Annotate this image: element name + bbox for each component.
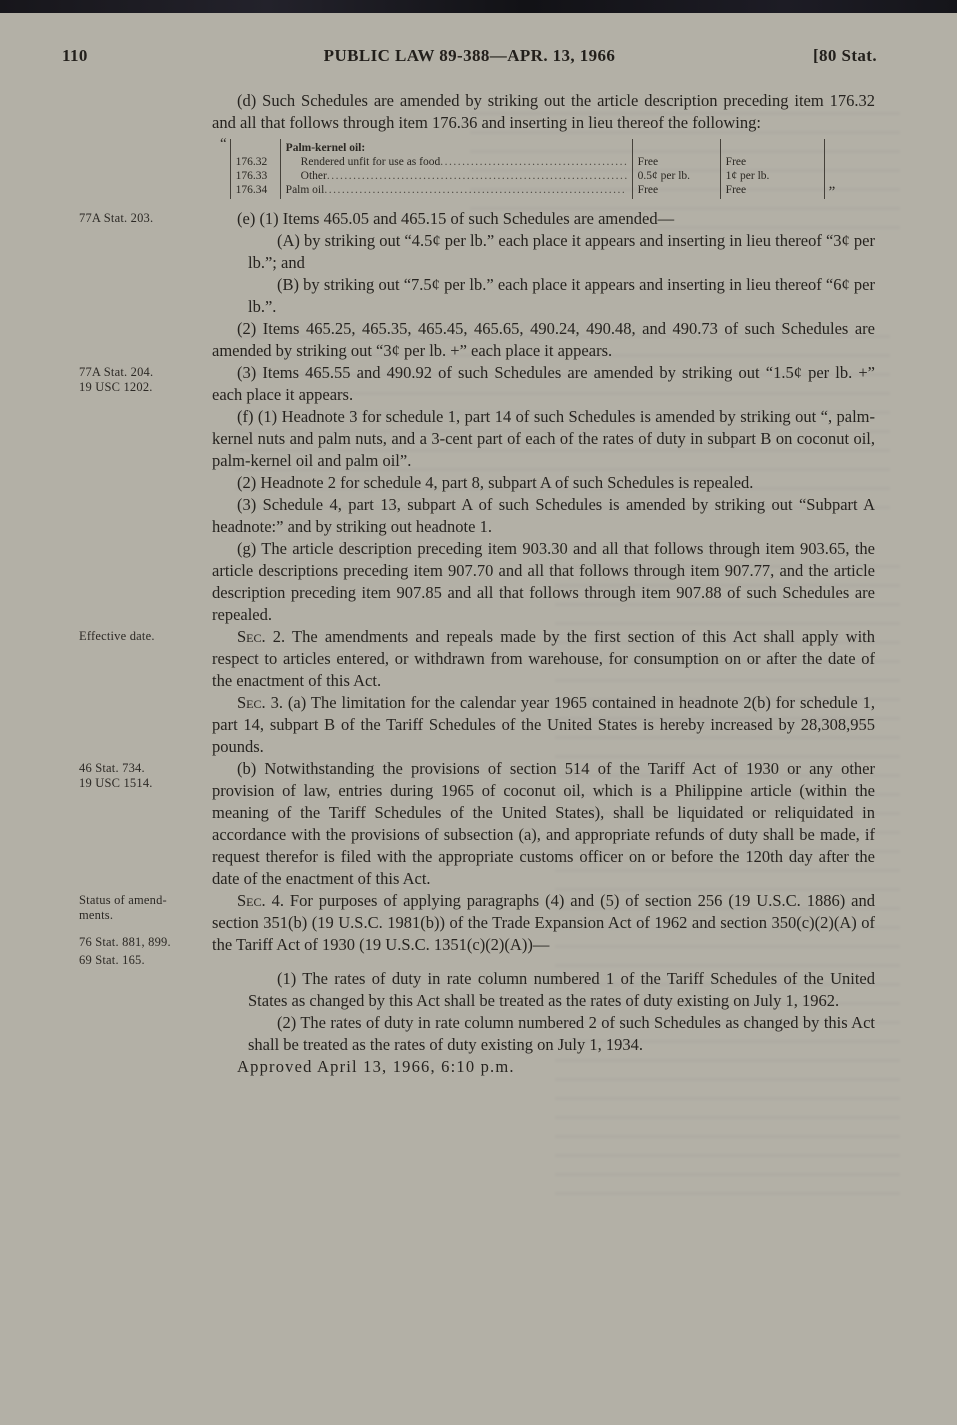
rate-1: Free xyxy=(637,184,659,196)
margin-note: 77A Stat. 204. 19 USC 1202. xyxy=(79,365,154,394)
margin-note-column xyxy=(0,472,212,475)
rate-1: 0.5¢ per lb. xyxy=(637,170,691,182)
block-e2 xyxy=(0,318,957,362)
margin-note-column xyxy=(0,1012,212,1015)
margin-note-column xyxy=(0,494,212,497)
tariff-rate-table xyxy=(220,136,875,200)
item-number: 176.33 xyxy=(235,170,268,182)
rate-1: Free xyxy=(637,156,659,168)
paragraph-g: (g) The article description preceding item 903.30 and all that follows through item 903.65, the article descriptions preceding item 907.70 and all that follows through item 907.77, and the article description preceding item 907.85 and all that follows through item 907.88 of such Schedules are repealed. xyxy=(212,539,875,624)
paragraph-sec-3-b: (b) Notwithstanding the provisions of section 514 of the Tariff Act of 1930 or any other provision of law, entries during 1965 of coconut oil, which is a Philippine article (within the meaning of the Tariff Schedules of the United States), shall be liquidated or reliquidated in accordance with the provisions of subsection (a), and appropriate refunds of duty shall be made, if request therefor is filed with the appropriate customs officer on or before the 120th day after the date of the enactment of this Act. xyxy=(212,759,875,888)
tariff-table-grid xyxy=(230,139,825,199)
paragraph-sec-3-a: Sec. 3. (a) The limitation for the calendar year 1965 contained in headnote 2(b) for schedule 1, part 14, subpart B of the Tariff Schedules of the United States is hereby increased by 28,308,955 pounds. xyxy=(212,693,876,756)
margin-note-column xyxy=(0,208,212,226)
table-group-label: Palm-kernel oil: xyxy=(285,142,366,154)
margin-note-column xyxy=(0,968,212,971)
table-column-rate-1 xyxy=(633,139,721,199)
margin-note-column xyxy=(0,362,212,395)
margin-note: 46 Stat. 734. 19 USC 1514. xyxy=(79,761,153,790)
block-f3 xyxy=(0,494,957,538)
block-sec3b xyxy=(0,758,957,890)
section-label: Sec. 4. xyxy=(237,891,284,910)
margin-note: Effective date. xyxy=(79,629,155,643)
rate-2: Free xyxy=(725,156,747,168)
item-number: 176.34 xyxy=(235,184,268,196)
approval-line: Approved April 13, 1966, 6:10 p.m. xyxy=(237,1057,515,1076)
block-d xyxy=(0,90,957,134)
section-label: Sec. 2. xyxy=(237,627,286,646)
statute-body xyxy=(0,90,957,1078)
paragraph-f-2: (2) Headnote 2 for schedule 4, part 8, subpart A of such Schedules is repealed. xyxy=(237,473,754,492)
subparagraph-sec-4-1: (1) The rates of duty in rate column numbered 1 of the Tariff Schedules of the United States as changed by this Act shall be treated as the rates of duty existing on July 1, 1962. xyxy=(248,969,875,1010)
paragraph-sec-4: Sec. 4. For purposes of applying paragraphs (4) and (5) of section 256 (19 U.S.C. 1886) and section 351(b) (19 U.S.C. 1981(b)) of the Trade Expansion Act of 1962 and section 350(c)(2)(A) of the Tariff Act of 1930 (19 U.S.C. 1351(c)(2)(A))— xyxy=(212,891,875,954)
table-column-description xyxy=(281,139,633,199)
block-f2 xyxy=(0,472,957,494)
page-title: PUBLIC LAW 89-388—APR. 13, 1966 xyxy=(323,46,616,65)
margin-note-column xyxy=(0,890,212,968)
block-sec4 xyxy=(0,890,957,968)
open-quote: “ xyxy=(220,136,227,152)
block-f1 xyxy=(0,406,957,472)
margin-note-column xyxy=(0,538,212,541)
table-description: Rendered unfit for use as food ..... xyxy=(286,155,627,169)
paragraph-e-3: (3) Items 465.55 and 490.92 of such Schedules are amended by striking out “1.5¢ per lb. +” each place it appears. xyxy=(212,363,875,404)
block-approved xyxy=(0,1056,957,1078)
dot-leader xyxy=(327,169,627,183)
block-e1A xyxy=(0,230,957,274)
margin-note-column xyxy=(0,692,212,695)
dot-leader xyxy=(440,155,626,169)
margin-note: 76 Stat. 881, 899. xyxy=(79,935,171,949)
margin-note-column xyxy=(0,318,212,321)
block-sec4-1 xyxy=(0,968,957,1012)
subparagraph-e-1-B: (B) by striking out “7.5¢ per lb.” each place it appears and inserting in lieu thereof “6¢ per lb.”. xyxy=(248,275,875,316)
margin-note-column xyxy=(0,134,212,137)
paragraph-sec-2: Sec. 2. The amendments and repeals made by the first section of this Act shall apply with respect to articles entered, or withdrawn from warehouse, for consumption on or after the date of the enactment of this Act. xyxy=(212,627,875,690)
subparagraph-sec-4-2: (2) The rates of duty in rate column numbered 2 of such Schedules as changed by this Act shall be treated as the rates of duty existing on July 1, 1934. xyxy=(248,1013,875,1054)
paragraph-e-1: (e) (1) Items 465.05 and 465.15 of such Schedules are amended— xyxy=(237,209,675,228)
margin-note-column xyxy=(0,758,212,791)
table-description: Other ..... xyxy=(286,169,627,183)
table-column-item xyxy=(231,139,281,199)
margin-note: 77A Stat. 203. xyxy=(79,211,154,225)
page-header xyxy=(0,0,957,66)
rate-2: 1¢ per lb. xyxy=(725,170,770,182)
paragraph-e-2: (2) Items 465.25, 465.35, 465.45, 465.65, 490.24, 490.48, and 490.73 of such Schedules are amended by striking out “3¢ per lb. +” each place it appears. xyxy=(212,319,875,360)
subparagraph-e-1-A: (A) by striking out “4.5¢ per lb.” each place it appears and inserting in lieu thereof “3¢ per lb.”; and xyxy=(248,231,875,272)
rate-2: Free xyxy=(725,184,747,196)
margin-note-column xyxy=(0,230,212,233)
block-e1B xyxy=(0,274,957,318)
stat-volume-ref: [80 Stat. xyxy=(812,46,877,65)
block-sec2 xyxy=(0,626,957,692)
block-g xyxy=(0,538,957,626)
section-label: Sec. 3. xyxy=(237,693,283,712)
table-column-rate-2 xyxy=(721,139,825,199)
block-sec3a xyxy=(0,692,957,758)
item-number: 176.32 xyxy=(235,156,268,168)
margin-note-column xyxy=(0,90,212,93)
dot-leader xyxy=(324,183,626,197)
margin-note-column xyxy=(0,1056,212,1059)
margin-note: 69 Stat. 165. xyxy=(79,953,145,967)
block-sec4-2 xyxy=(0,1012,957,1056)
paragraph-d: (d) Such Schedules are amended by striking out the article description preceding item 176.32 and all that follows through item 176.36 and inserting in lieu thereof the following: xyxy=(212,91,875,132)
paragraph-f-1: (f) (1) Headnote 3 for schedule 1, part 14 of such Schedules is amended by striking out “, palm-kernel nuts and palm nuts, and a 3-cent part of each of the rates of duty in subpart B on coconut oil, palm-kernel oil and palm oil”. xyxy=(212,407,875,470)
margin-note-column xyxy=(0,406,212,409)
margin-note-column xyxy=(0,626,212,644)
margin-note: Status of amend- ments. xyxy=(79,893,167,922)
block-table xyxy=(0,134,957,208)
page-number: 110 xyxy=(62,46,88,65)
block-e1 xyxy=(0,208,957,230)
table-description: Palm oil ..... xyxy=(286,183,627,197)
close-quote: ” xyxy=(828,184,836,200)
paragraph-f-3: (3) Schedule 4, part 13, subpart A of such Schedules is amended by striking out “Subpart A headnote:” and by striking out headnote 1. xyxy=(212,495,875,536)
margin-note-column xyxy=(0,274,212,277)
block-e3 xyxy=(0,362,957,406)
